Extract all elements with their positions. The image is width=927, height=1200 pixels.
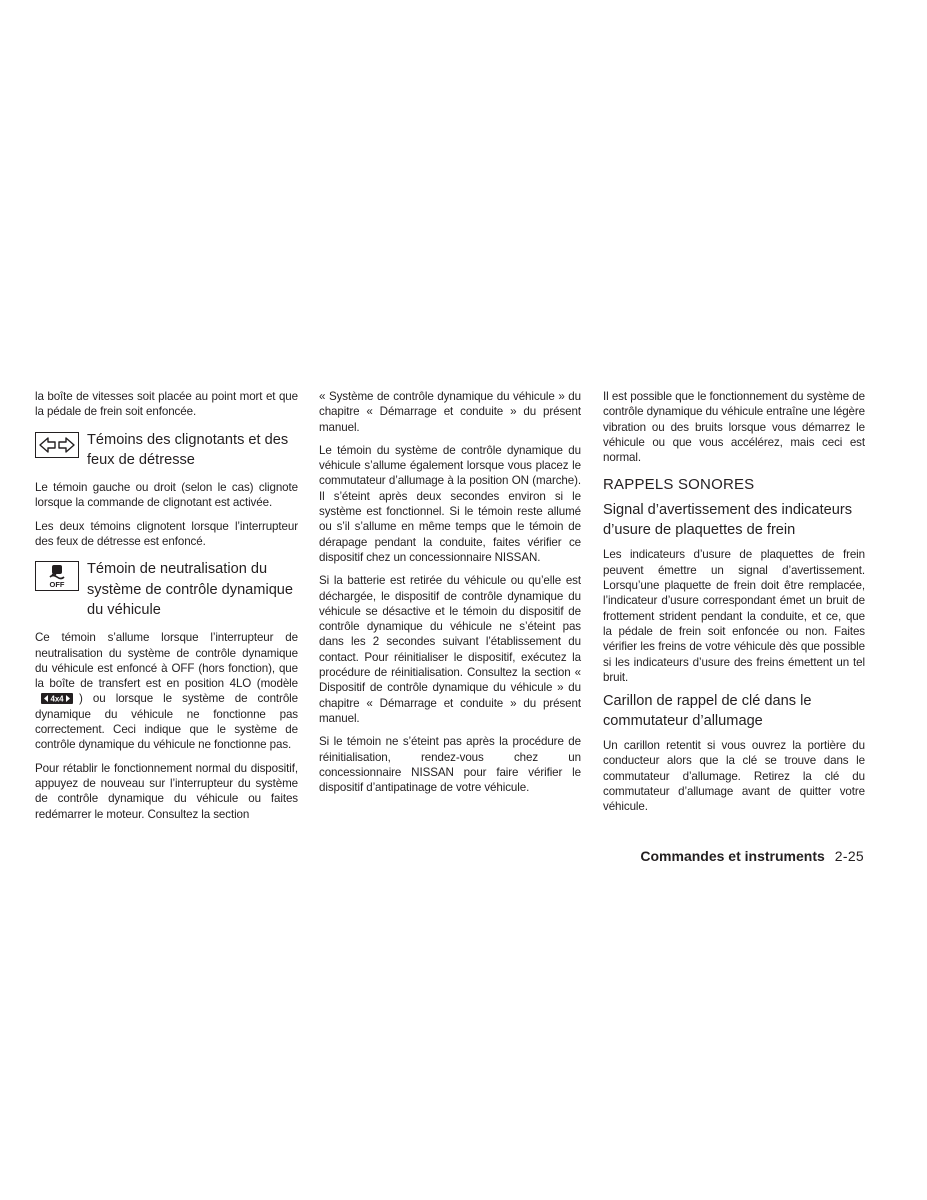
column-left — [35, 389, 298, 822]
paragraph: Si le témoin ne s’éteint pas après la procédure de réinitialisation, rendez-vous chez un concessionnaire NISSAN pour faire vérifier le dispositif d’antipatinage de votre véhicule. — [319, 735, 581, 795]
paragraph — [35, 630, 298, 752]
paragraph: Les deux témoins clignotent lorsque l’interrupteur des feux de détresse est enfoncé. — [35, 519, 298, 549]
4x4-icon — [41, 693, 73, 704]
paragraph: Il est possible que le fonctionnement du système de contrôle dynamique du véhicule entraîne une légère vibration ou des bruits lorsque vous démarrez le véhicule ou que vous accélérez, mais ceci est normal. — [603, 390, 865, 465]
indicator-heading-title: Témoins des clignotants et des feux de détresse — [87, 431, 289, 468]
indicator-heading-turn-signals — [35, 430, 298, 471]
paragraph: Le témoin du système de contrôle dynamique du véhicule s’allume également lorsque vous placez le commutateur d’allumage à la position ON (marche). Il s’éteint après deux secondes environ si le système est fonctionnel. Si le témoin reste allumé ou s’il s’allume en même temps que le témoin de dérapage pendant la conduite, faites vérifier ce dispositif chez un concessionnaire NISSAN. — [319, 443, 581, 564]
svg-text:4x4: 4x4 — [50, 694, 64, 704]
paragraph: Pour rétablir le fonctionnement normal du dispositif, appuyez de nouveau sur l’interrupteur du système de contrôle dynamique du véhicule ou faites redémarrer le moteur. Consultez la section — [35, 761, 298, 821]
column-middle — [319, 389, 581, 795]
indicator-heading-vdc-off — [35, 559, 298, 620]
page-number: 2-25 — [834, 848, 864, 864]
turn-signal-arrows-icon — [35, 432, 79, 458]
paragraph: Si la batterie est retirée du véhicule ou qu’elle est déchargée, le dispositif de contrôle dynamique du véhicule se désactive et le témoin du dispositif de contrôle dynamique du véhicule ne s’éteint pas dans les 2 secondes suivant l’établissement du contact. Pour réinitialiser le dispositif, exécutez la procédure de réinitialisation. Consultez la section « Dispositif de contrôle dynamique du véhicule » du chapitre « Démarrage et conduite » du présent manuel. — [319, 574, 581, 725]
vdc-off-icon-label: OFF — [49, 580, 65, 590]
subsection-heading: Signal d’avertissement des indicateurs d’usure de plaquettes de frein — [603, 502, 853, 538]
paragraph: Un carillon retentit si vous ouvrez la portière du conducteur alors que la clé se trouve dans le commutateur d’allumage. Retirez la clé du commutateur d’allumage avant de quitter votre véhicule. — [603, 739, 865, 814]
paragraph: « Système de contrôle dynamique du véhicule » du chapitre « Démarrage et conduite » du présent manuel. — [319, 390, 581, 434]
page-footer — [640, 848, 864, 864]
paragraph-text: Ce témoin s’allume lorsque l’interrupteur de neutralisation du système de contrôle dynamique du véhicule est enfoncé à OFF (hors fonction), que la boîte de transfert est en position 4LO (modèle — [35, 631, 298, 691]
section-heading: RAPPELS SONORES — [603, 476, 755, 494]
paragraph: Le témoin gauche ou droit (selon le cas) clignote lorsque la commande de clignotant est activée. — [35, 481, 298, 510]
column-right — [603, 389, 865, 815]
paragraph: la boîte de vitesses soit placée au point mort et que la pédale de frein soit enfoncée. — [35, 390, 298, 419]
footer-chapter-title: Commandes et instruments — [640, 848, 825, 864]
paragraph-text: ) ou lorsque le système de contrôle dynamique du véhicule ne fonctionne pas correctement. Ceci indique que le système de contrôle dynamique du véhicule ne fonctionne pas. — [35, 692, 298, 752]
paragraph: Les indicateurs d’usure de plaquettes de frein peuvent émettre un signal d’avertissement. Lorsqu’une plaquette de frein doit être remplacée, l’indicateur d’usure correspondant émet un bruit de frottement strident pendant la conduite, et ce, que la pédale de frein soit enfoncée ou non. Faites vérifier les freins de votre véhicule dès que possible si les indicateurs d’usure des freins émettent un tel bruit. — [603, 548, 865, 684]
indicator-heading-title: Témoin de neutralisation du système de contrôle dynamique du véhicule — [87, 561, 294, 618]
subsection-heading: Carillon de rappel de clé dans le commutateur d’allumage — [603, 693, 812, 729]
vdc-off-icon — [35, 561, 79, 591]
